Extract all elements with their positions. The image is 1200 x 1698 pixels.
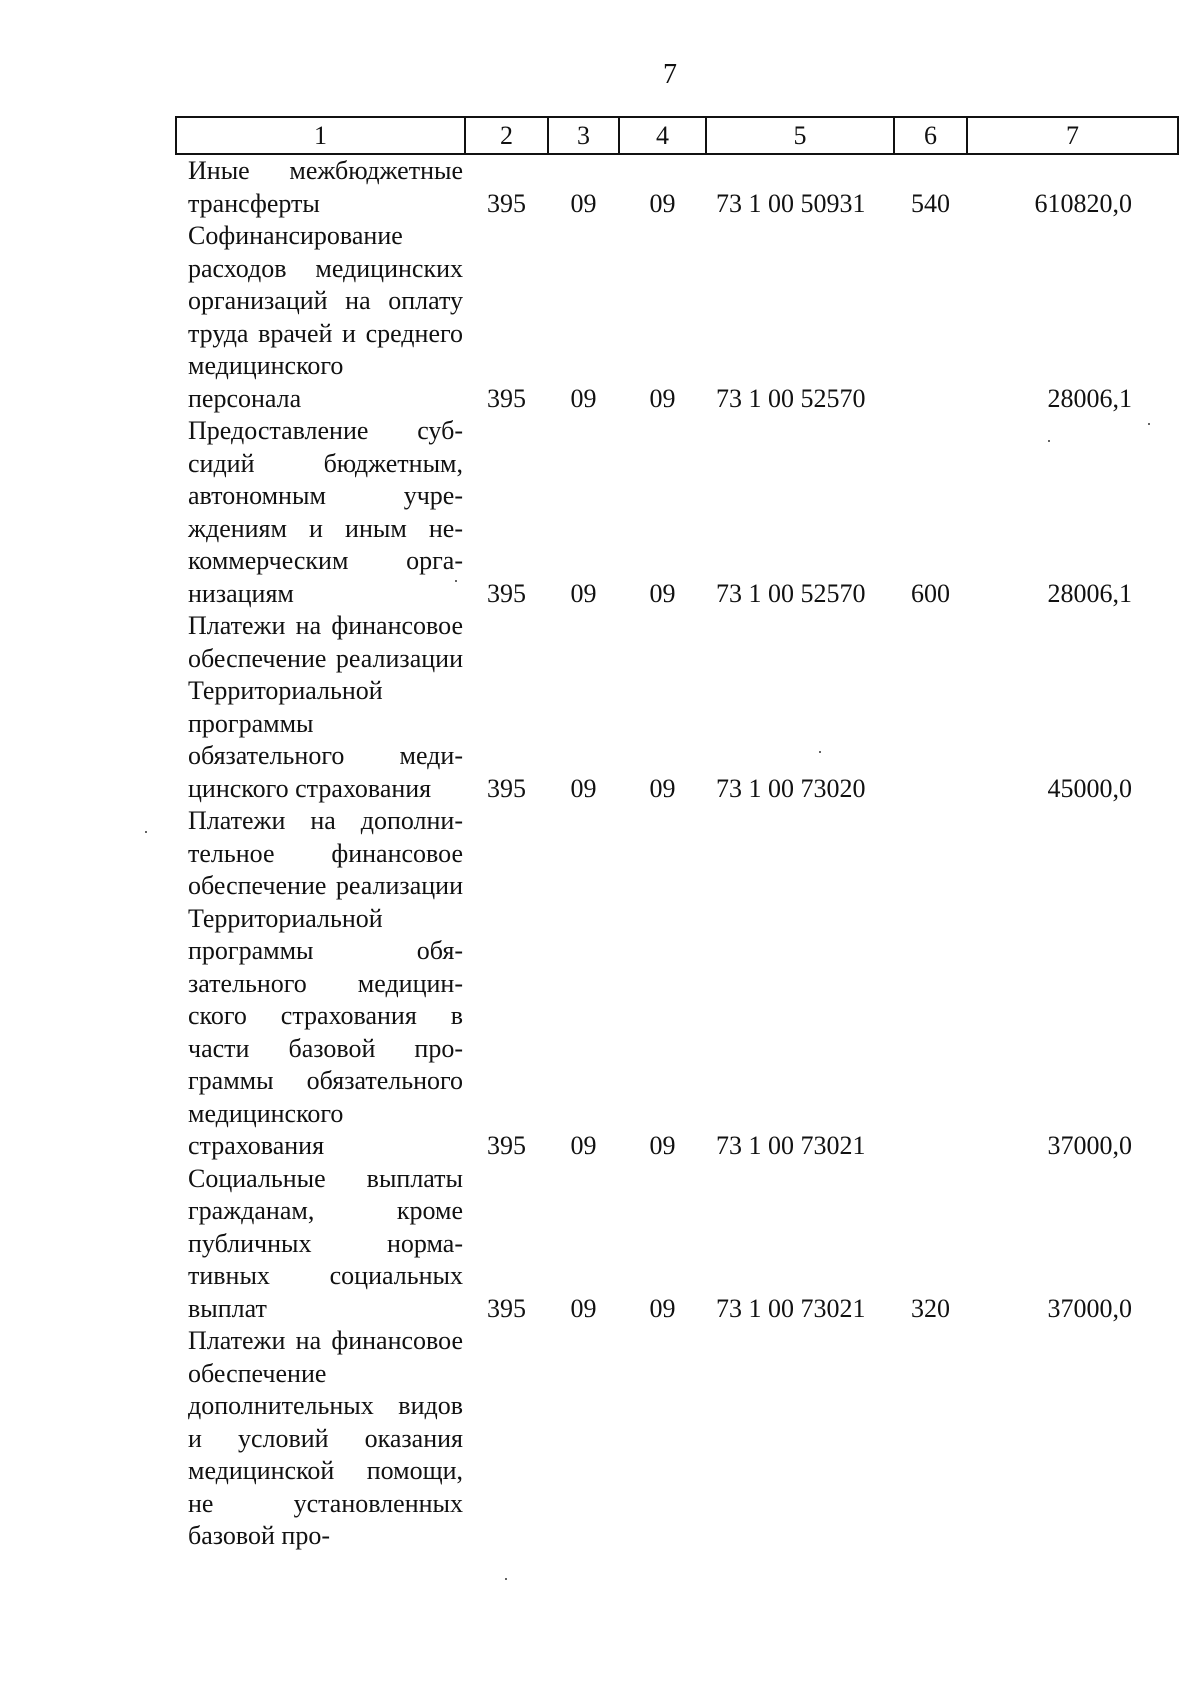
row-amount: 28006,1 <box>1047 578 1132 608</box>
row-expense-type: 540 <box>911 188 950 218</box>
row-name: Платежи на финансовое обеспечение реализации Территориальной программы обязательного медицинского страхования <box>188 611 463 803</box>
row-expense-type: 320 <box>911 1293 950 1323</box>
row-admin-code: 395 <box>487 1293 526 1323</box>
row-section: 09 <box>570 1293 597 1323</box>
row-amount: 28006,1 <box>1047 383 1132 413</box>
table-row <box>176 220 1178 415</box>
column-header-4: 4 <box>619 117 706 154</box>
row-name: Платежи на дополнительное финансовое обеспечение реализации Территориальной программы обязательного медицинского страхования в части базовой программы обязательного медицинского страхования <box>188 806 463 1160</box>
row-admin-code <box>465 1325 548 1553</box>
row-target-code: 73 1 00 52570 <box>716 578 866 608</box>
row-subsection <box>619 1325 706 1553</box>
row-expense-type <box>894 1325 967 1553</box>
row-admin-code: 395 <box>487 1131 526 1160</box>
table-body <box>176 154 1178 1553</box>
row-section: 09 <box>570 383 597 413</box>
row-admin-code: 395 <box>487 578 526 608</box>
table-row <box>176 154 1178 220</box>
row-section: 09 <box>570 578 597 608</box>
row-expense-type <box>894 805 967 1163</box>
row-name: Иные межбюджетные трансферты <box>188 156 463 218</box>
row-amount <box>967 1325 1178 1553</box>
scan-speck <box>505 1578 507 1580</box>
row-target-code: 73 1 00 50931 <box>716 188 866 218</box>
row-subsection: 09 <box>649 1293 676 1323</box>
row-target-code: 73 1 00 52570 <box>716 383 866 413</box>
row-admin-code: 395 <box>487 188 526 218</box>
column-header-2: 2 <box>465 117 548 154</box>
row-section: 09 <box>570 773 597 803</box>
scan-speck <box>145 831 147 833</box>
table-row <box>176 1325 1178 1553</box>
row-amount: 37000,0 <box>1047 1131 1132 1160</box>
scan-speck <box>819 751 821 753</box>
row-name: Социальные выплаты гражданам, кроме публичных нормативных социальных выплат <box>188 1163 463 1323</box>
row-subsection: 09 <box>649 383 676 413</box>
scan-speck <box>455 580 457 582</box>
table-header <box>176 117 1178 154</box>
column-header-1: 1 <box>176 117 465 154</box>
row-subsection: 09 <box>649 1131 676 1160</box>
row-section: 09 <box>570 1131 597 1160</box>
row-expense-type <box>894 220 967 415</box>
row-section <box>548 1325 619 1553</box>
budget-table <box>175 116 1179 1553</box>
row-admin-code: 395 <box>487 383 526 413</box>
row-expense-type: 600 <box>911 578 950 608</box>
row-admin-code: 395 <box>487 773 526 803</box>
table-row <box>176 610 1178 805</box>
row-amount: 610820,0 <box>1034 188 1132 218</box>
column-header-3: 3 <box>548 117 619 154</box>
row-target-code: 73 1 00 73020 <box>716 773 866 803</box>
row-target-code: 73 1 00 73021 <box>716 1293 866 1323</box>
table-row <box>176 805 1178 1163</box>
row-target-code: 73 1 00 73021 <box>716 1131 866 1160</box>
row-subsection: 09 <box>649 188 676 218</box>
column-header-7: 7 <box>967 117 1178 154</box>
page-number: 7 <box>663 59 677 90</box>
row-name: Платежи на финансовое обеспечение дополнительных видов и условий оказания медицинской помощи, не установленных базовой про- <box>188 1326 463 1550</box>
row-amount: 45000,0 <box>1047 773 1132 803</box>
header-row <box>176 117 1178 154</box>
row-expense-type <box>894 610 967 805</box>
table-row <box>176 1163 1178 1326</box>
column-header-6: 6 <box>894 117 967 154</box>
row-target-code <box>706 1325 894 1553</box>
row-name: Предоставление субсидий бюджетным, автономным учреждениям и иным некоммерческим организациям <box>188 416 463 608</box>
row-name: Софинансирование расходов медицинских организаций на оплату труда врачей и среднего медицинского персонала <box>188 221 463 413</box>
scan-speck <box>1148 423 1150 425</box>
scan-speck <box>1048 440 1050 442</box>
row-section: 09 <box>570 188 597 218</box>
row-subsection: 09 <box>649 578 676 608</box>
row-amount: 37000,0 <box>1047 1293 1132 1323</box>
column-header-5: 5 <box>706 117 894 154</box>
row-subsection: 09 <box>649 773 676 803</box>
table-row <box>176 415 1178 610</box>
